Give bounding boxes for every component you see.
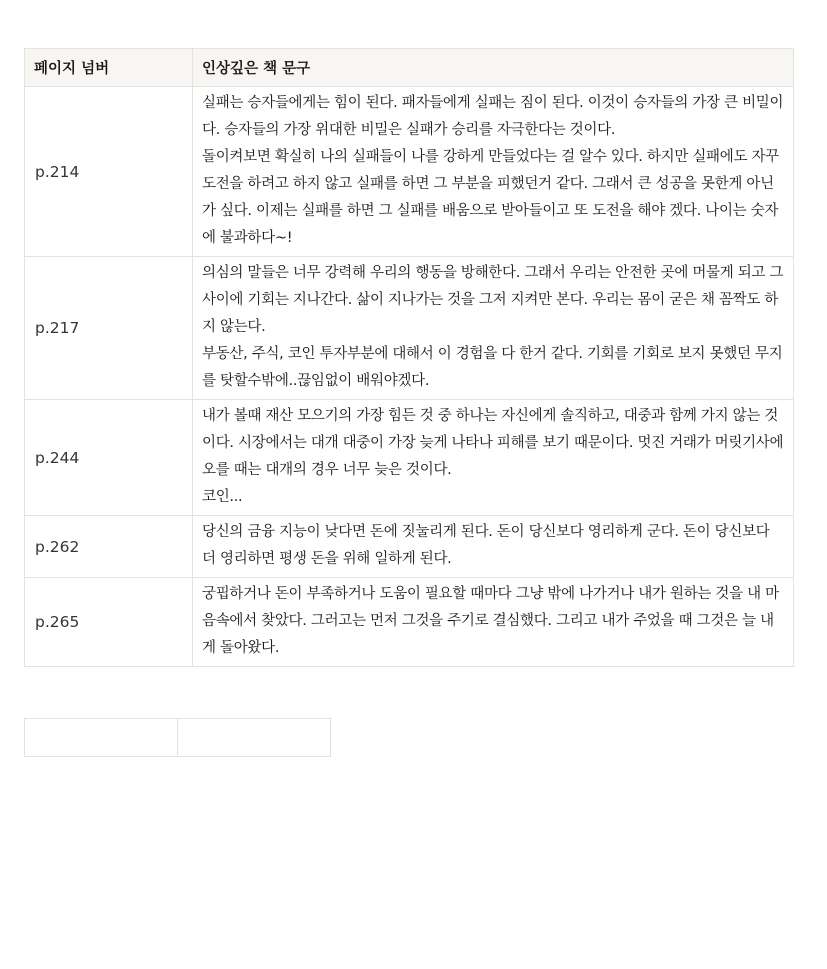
quote-paragraph: 의심의 말들은 너무 강력해 우리의 행동을 방해한다. 그래서 우리는 안전한 곳에 머물게 되고 그 사이에 기회는 지나간다. 삶이 지나가는 것을 그저 지켜만 본다. 우리는 몸이 굳은 채 꼼짝도 하지 않는다. <box>202 265 784 335</box>
table-row <box>25 578 794 667</box>
quote-paragraph: 부동산, 주식, 코인 투자부분에 대해서 이 경험을 다 한거 같다. 기회를 기회로 보지 못했던 무지를 탓할수밖에..끊임없이 배워야겠다. <box>202 346 783 389</box>
page-number-cell[interactable]: p.217 <box>25 257 193 400</box>
table-row <box>25 87 794 257</box>
quote-paragraph: 궁핍하거나 돈이 부족하거나 도움이 필요할 때마다 그냥 밖에 나가거나 내가 원하는 것을 내 마음속에서 찾았다. 그러고는 먼저 그것을 주기로 결심했다. 그리고 내가 주었을 때 그것은 늘 내게 돌아왔다. <box>202 586 779 656</box>
page-number-cell[interactable]: p.244 <box>25 400 193 516</box>
quote-cell[interactable] <box>193 87 794 257</box>
quote-paragraph: 내가 볼때 재산 모으기의 가장 힘든 것 중 하나는 자신에게 솔직하고, 대중과 함께 가지 않는 것이다. 시장에서는 대개 대중이 가장 늦게 나타나 피해를 보기 때문이다. 멋진 거래가 머릿기사에 오를 때는 대개의 경우 너무 늦은 것이다. <box>202 408 784 478</box>
table-row <box>25 257 794 400</box>
header-quote[interactable]: 인상깊은 책 문구 <box>193 49 794 87</box>
page-number-cell[interactable]: p.265 <box>25 578 193 667</box>
quote-paragraph: 돌이켜보면 확실히 나의 실패들이 나를 강하게 만들었다는 걸 알수 있다. 하지만 실패에도 자꾸 도전을 하려고 하지 않고 실패를 하면 그 부분을 피했던거 같다. 그래서 큰 성공을 못한게 아닌가 싶다. 이제는 실패를 하면 그 실패를 배움으로 받아들이고 또 도전을 해야 겠다. 나이는 숫자에 불과하다~! <box>202 149 779 246</box>
quote-cell[interactable] <box>193 400 794 516</box>
empty-table <box>24 718 331 757</box>
page-number-cell[interactable]: p.214 <box>25 87 193 257</box>
quote-paragraph: 당신의 금융 지능이 낮다면 돈에 짓눌리게 된다. 돈이 당신보다 영리하게 군다. 돈이 당신보다 더 영리하면 평생 돈을 위해 일하게 된다. <box>202 524 770 567</box>
quotes-table <box>24 48 794 667</box>
quote-cell[interactable] <box>193 257 794 400</box>
quote-paragraph: 실패는 승자들에게는 힘이 된다. 패자들에게 실패는 짐이 된다. 이것이 승자들의 가장 큰 비밀이다. 승자들의 가장 위대한 비밀은 실패가 승리를 자극한다는 것이다. <box>202 95 784 138</box>
quote-cell[interactable] <box>193 578 794 667</box>
page-number-cell[interactable]: p.262 <box>25 516 193 578</box>
table-row <box>25 719 331 757</box>
table-row <box>25 516 794 578</box>
header-page-number[interactable]: 페이지 넘버 <box>25 49 193 87</box>
quote-cell[interactable] <box>193 516 794 578</box>
quote-paragraph: 코인... <box>202 489 243 505</box>
table-header-row <box>25 49 794 87</box>
table-row <box>25 400 794 516</box>
table-body <box>25 87 794 667</box>
empty-cell[interactable] <box>178 719 331 757</box>
empty-cell[interactable] <box>25 719 178 757</box>
